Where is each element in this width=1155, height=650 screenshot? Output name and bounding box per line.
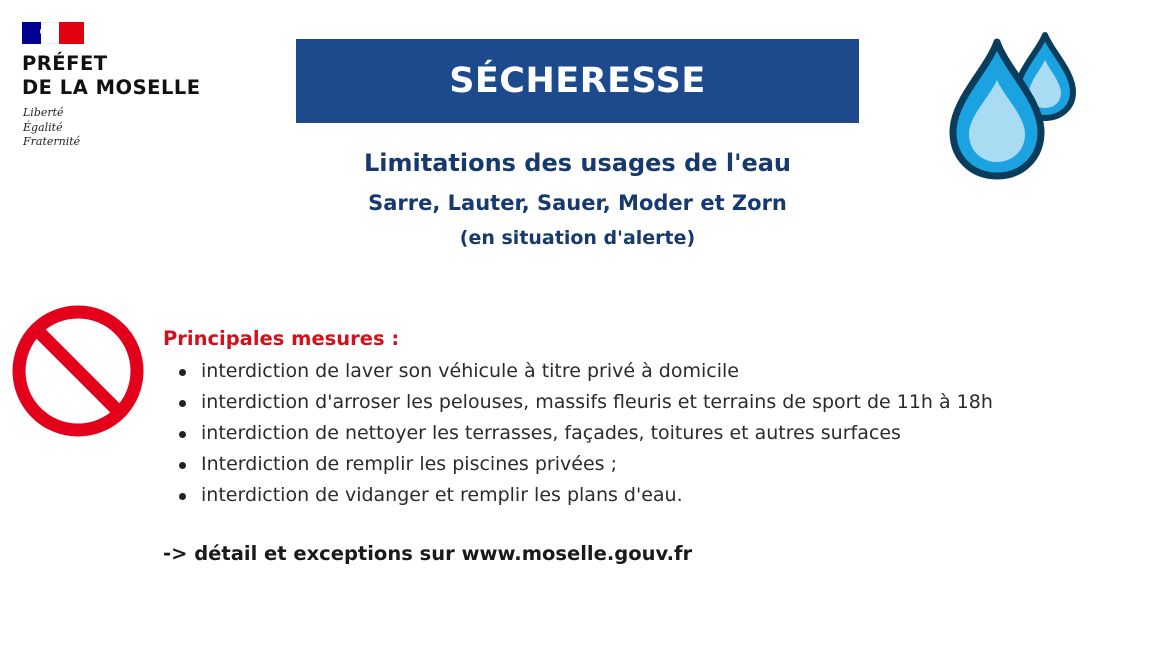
logo-prefet-line: PRÉFET (22, 52, 108, 75)
bullet-icon (179, 400, 186, 407)
prefecture-logo (22, 20, 222, 160)
measures-heading: Principales mesures : (163, 327, 400, 350)
measure-text: interdiction de laver son véhicule à titre privé à domicile (201, 360, 739, 382)
motto-fraternite: Fraternité (23, 135, 81, 148)
bullet-icon (179, 462, 186, 469)
list-item (163, 418, 1148, 449)
list-item (163, 480, 1148, 511)
measures-section (163, 325, 1148, 511)
republic-motto (23, 106, 80, 150)
subtitle-status: (en situation d'alerte) (459, 227, 696, 249)
republic-flag-icon (22, 22, 84, 44)
measures-list (163, 356, 1148, 511)
measure-text: interdiction d'arroser les pelouses, massifs fleuris et terrains de sport de 11h à 18h (201, 391, 993, 413)
details-link-text: -> détail et exceptions sur www.moselle.gouv.fr (163, 542, 693, 565)
subtitle-rivers: Sarre, Lauter, Sauer, Moder et Zorn (368, 191, 787, 215)
list-item (163, 387, 1148, 418)
motto-egalite: Égalité (23, 120, 63, 134)
measure-text: interdiction de vidanger et remplir les plans d'eau. (201, 484, 683, 506)
logo-department-line: DE LA MOSELLE (22, 76, 201, 99)
page-title: SÉCHERESSE (449, 61, 706, 101)
subtitle-main: Limitations des usages de l'eau (363, 149, 792, 177)
bullet-icon (179, 493, 186, 500)
title-banner (296, 39, 859, 123)
list-item (163, 356, 1148, 387)
measure-text: Interdiction de remplir les piscines privées ; (201, 453, 617, 475)
water-drops-icon (945, 30, 1080, 182)
bullet-icon (179, 431, 186, 438)
measure-text: interdiction de nettoyer les terrasses, façades, toitures et autres surfaces (201, 422, 901, 444)
prohibited-icon (10, 303, 146, 439)
bullet-icon (179, 369, 186, 376)
marianne-icon (36, 26, 58, 40)
motto-liberte: Liberté (23, 106, 64, 119)
list-item (163, 449, 1148, 480)
